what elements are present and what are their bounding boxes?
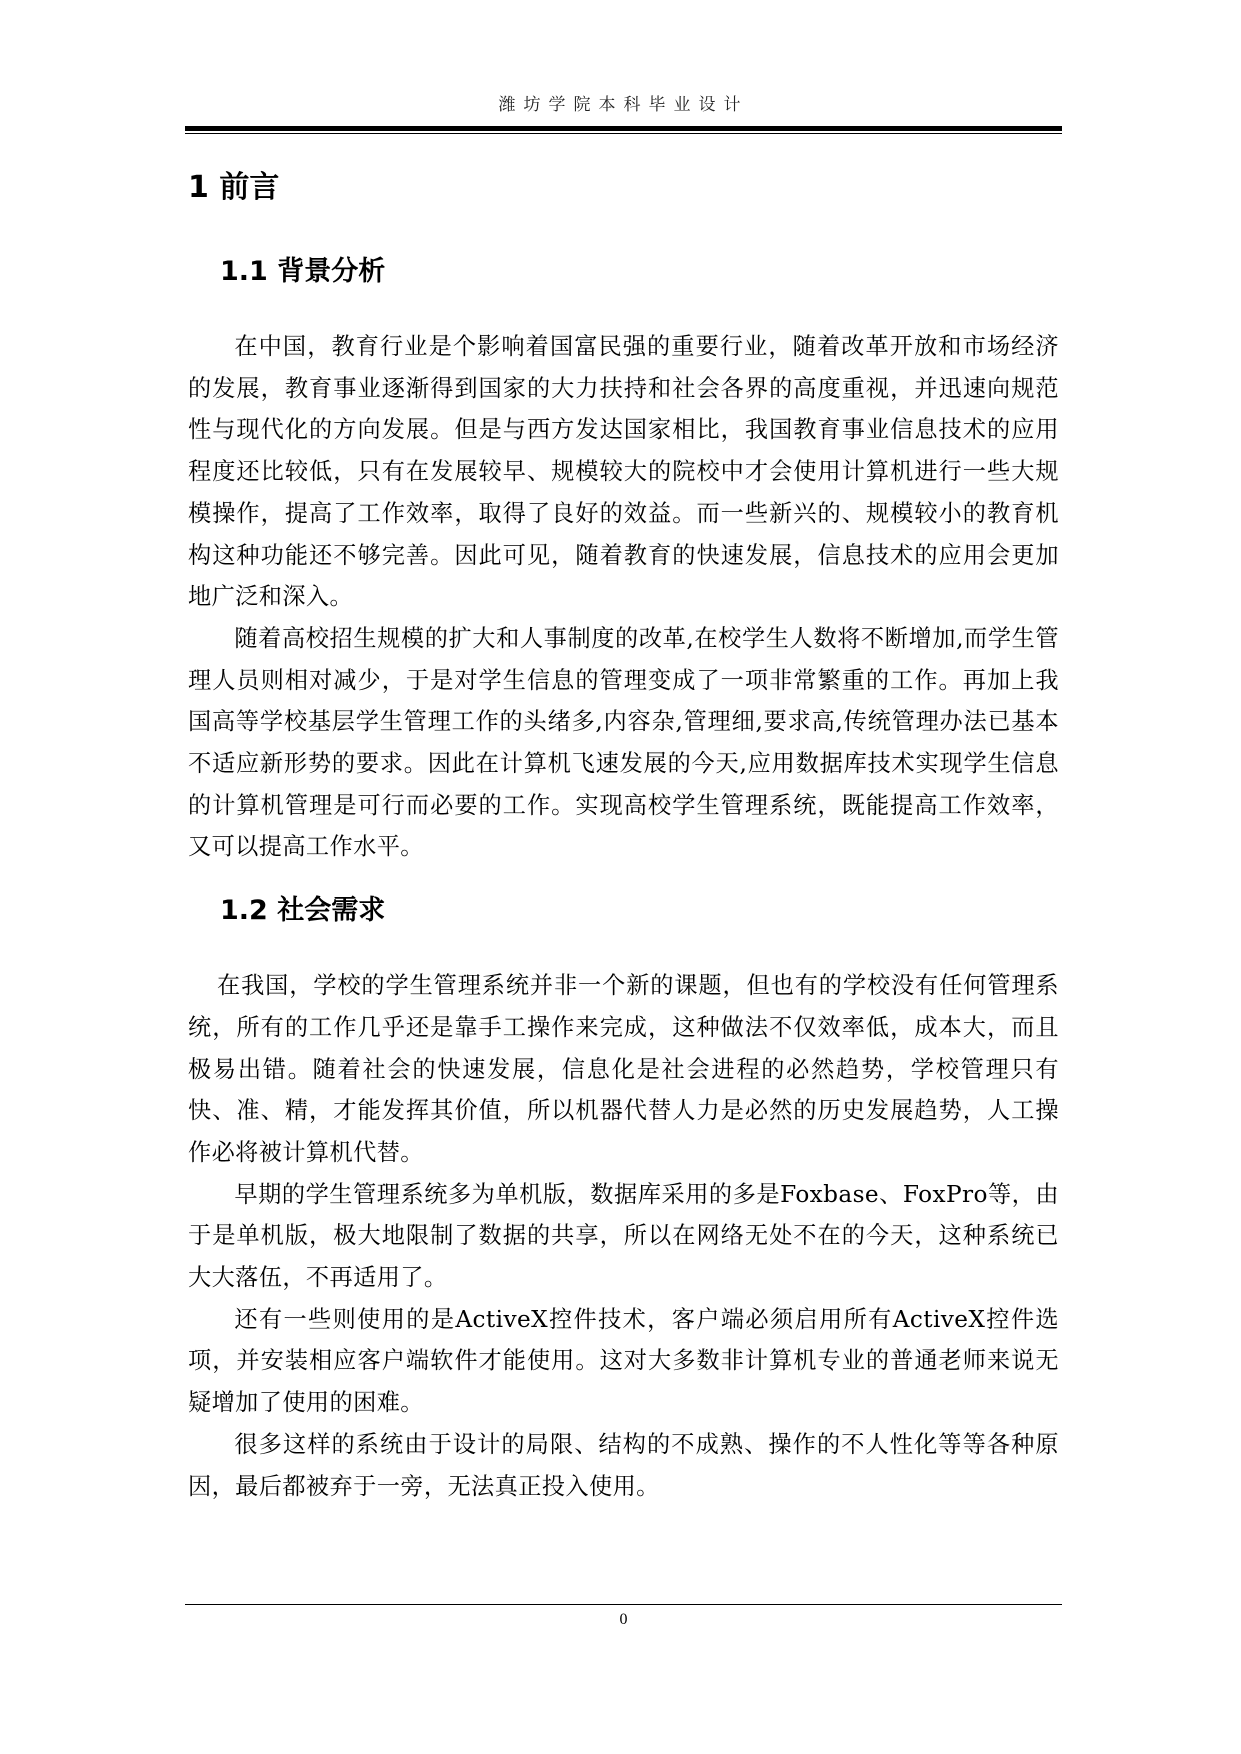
header-rule-thick (185, 126, 1062, 131)
section-title-background: 1.1 背景分析 (220, 256, 386, 287)
paragraph: 在我国，学校的学生管理系统并非一个新的课题，但也有的学校没有任何管理系统，所有的工作几乎还是靠手工操作来完成，这种做法不仅效率低，成本大，而且极易出错。随着社会的快速发展，信息化是社会进程的必然趋势，学校管理只有快、准、精，才能发挥其价值，所以机器代替人力是必然的历史发展趋势，人工操作必将被计算机代替。 (188, 972, 1059, 1166)
paragraph: 在中国，教育行业是个影响着国富民强的重要行业，随着改革开放和市场经济的发展，教育事业逐渐得到国家的大力扶持和社会各界的高度重视，并迅速向规范性与现代化的方向发展。但是与西方发达国家相比，我国教育事业信息技术的应用程度还比较低，只有在发展较早、规模较大的院校中才会使用计算机进行一些大规模操作，提高了工作效率，取得了良好的效益。而一些新兴的、规模较小的教育机构这种功能还不够完善。因此可见，随着教育的快速发展，信息技术的应用会更加地广泛和深入。 (188, 333, 1059, 611)
section-title-social-demand: 1.2 社会需求 (220, 895, 386, 927)
footer-rule (185, 1604, 1062, 1605)
running-header: 潍坊学院本科毕业设计 (498, 95, 749, 115)
page-content (188, 160, 1059, 1507)
chapter-title: 1 前言 (188, 170, 280, 205)
paragraph: 还有一些则使用的是ActiveX控件技术，客户端必须启用所有ActiveX控件选项，并安装相应客户端软件才能使用。这对大多数非计算机专业的普通老师来说无疑增加了使用的困难。 (188, 1305, 1059, 1417)
header-rule-thin (185, 133, 1062, 134)
paragraph: 很多这样的系统由于设计的局限、结构的不成熟、操作的不人性化等等各种原因，最后都被弃于一旁，无法真正投入使用。 (188, 1430, 1059, 1500)
paragraph: 随着高校招生规模的扩大和人事制度的改革,在校学生人数将不断增加,而学生管理人员则相对减少，于是对学生信息的管理变成了一项非常繁重的工作。再加上我国高等学校基层学生管理工作的头绪多,内容杂,管理细,要求高,传统管理办法已基本不适应新形势的要求。因此在计算机飞速发展的今天,应用数据库技术实现学生信息的计算机管理是可行而必要的工作。实现高校学生管理系统，既能提高工作效率，又可以提高工作水平。 (188, 624, 1059, 861)
page-number: 0 (619, 1611, 628, 1628)
paragraph: 早期的学生管理系统多为单机版，数据库采用的多是Foxbase、FoxPro等，由于是单机版，极大地限制了数据的共享，所以在网络无处不在的今天，这种系统已大大落伍，不再适用了。 (188, 1180, 1059, 1292)
